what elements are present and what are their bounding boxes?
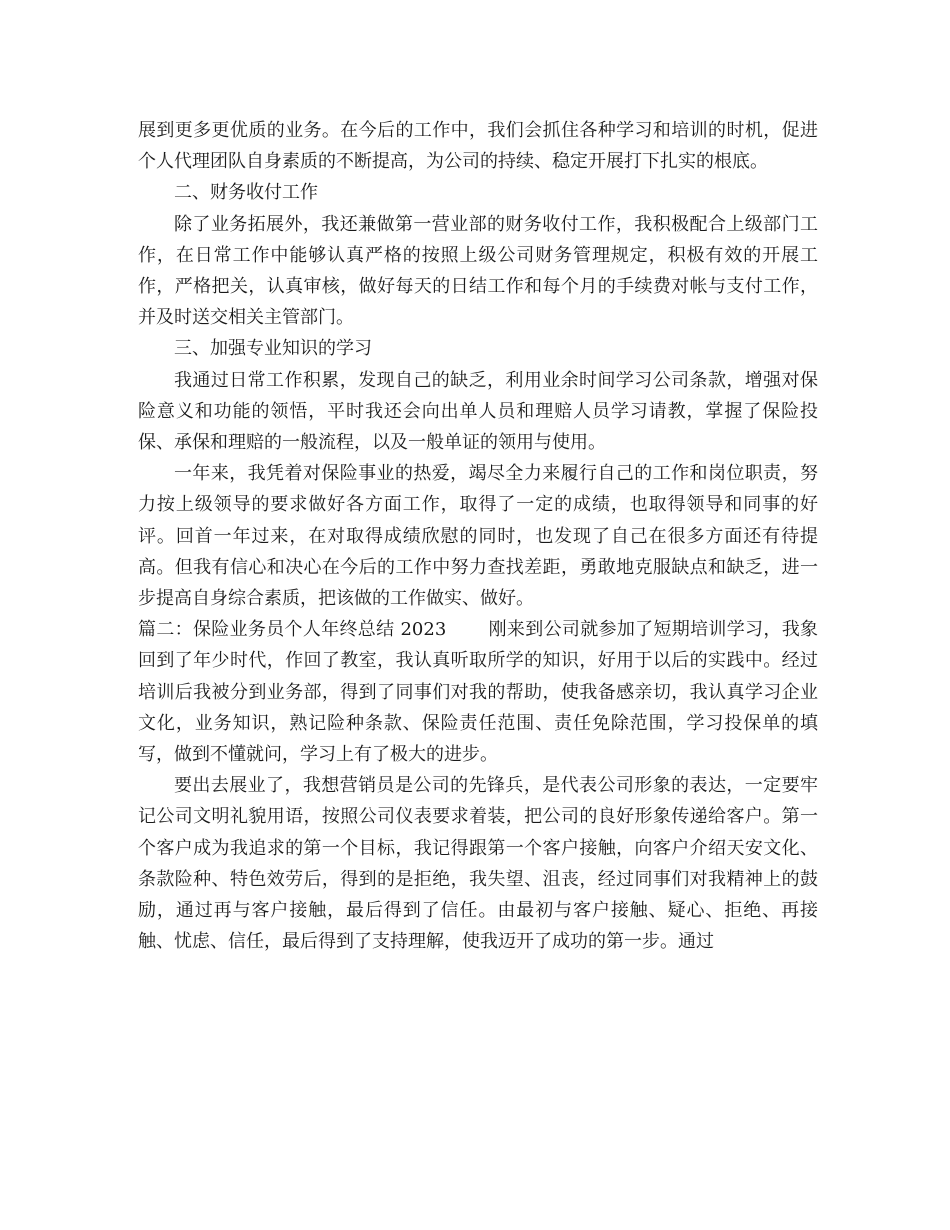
paragraph-year-review: 一年来，我凭着对保险事业的热爱，竭尽全力来履行自己的工作和岗位职责，努力按上级领导的要求做好各方面工作，取得了一定的成绩，也取得领导和同事的好评。回首一年过来，在对取得成绩欣慰的同时，也发现了自己在很多方面还有待提高。但我有信心和决心在今后的工作中努力查找差距，勇敢地克服缺点和缺乏，进一步提高自身综合素质，把该做的工作做实、做好。 [138, 463, 818, 610]
heading-finance: 二、财务收付工作 [174, 182, 318, 204]
section-two-title: 篇二：保险业务员个人年终总结 2023 [138, 619, 447, 641]
section-two-intro: 刚来到公司就参加了短期培训学习，我象回到了年少时代，作回了教室，我认真听取所学的知识，好用于以后的实践中。经过培训后我被分到业务部，得到了同事们对我的帮助，使我备感亲切，我认真学习企业文化，业务知识，熟记险种条款、保险责任范围、责任免除范围，学习投保单的填写，做到不懂就问，学习上有了极大的进步。 [138, 619, 819, 766]
paragraph-first-client: 要出去展业了，我想营销员是公司的先锋兵，是代表公司形象的表达，一定要牢记公司文明礼貌用语，按照公司仪表要求着装，把公司的良好形象传递给客户。第一个客户成为我追求的第一个目标，我记得跟第一个客户接触，向客户介绍天安文化、条款险种、特色效劳后，得到的是拒绝，我失望、沮丧，经过同事们对我精神上的鼓励，通过再与客户接触，最后得到了信任。由最初与客户接触、疑心、拒绝、再接触、忧虑、信任，最后得到了支持理解，使我迈开了成功的第一步。通过 [138, 775, 818, 953]
document-body [138, 115, 818, 957]
paragraph-knowledge: 我通过日常工作积累，发现自己的缺乏，利用业余时间学习公司条款，增强对保险意义和功能的领悟，平时我还会向出单人员和理赔人员学习请教，掌握了保险投保、承保和理赔的一般流程，以及一般单证的领用与使用。 [138, 369, 818, 454]
paragraph-continuation: 展到更多更优质的业务。在今后的工作中，我们会抓住各种学习和培训的时机，促进个人代理团队自身素质的不断提高，为公司的持续、稳定开展打下扎实的根底。 [138, 120, 818, 173]
paragraph-section-two [138, 614, 818, 770]
paragraph-finance: 除了业务拓展外，我还兼做第一营业部的财务收付工作，我积极配合上级部门工作，在日常工作中能够认真严格的按照上级公司财务管理规定，积极有效的开展工作，严格把关，认真审核，做好每天的日结工作和每个月的手续费对帐与支付工作，并及时送交相关主管部门。 [138, 213, 818, 329]
heading-knowledge: 三、加强专业知识的学习 [174, 338, 372, 360]
